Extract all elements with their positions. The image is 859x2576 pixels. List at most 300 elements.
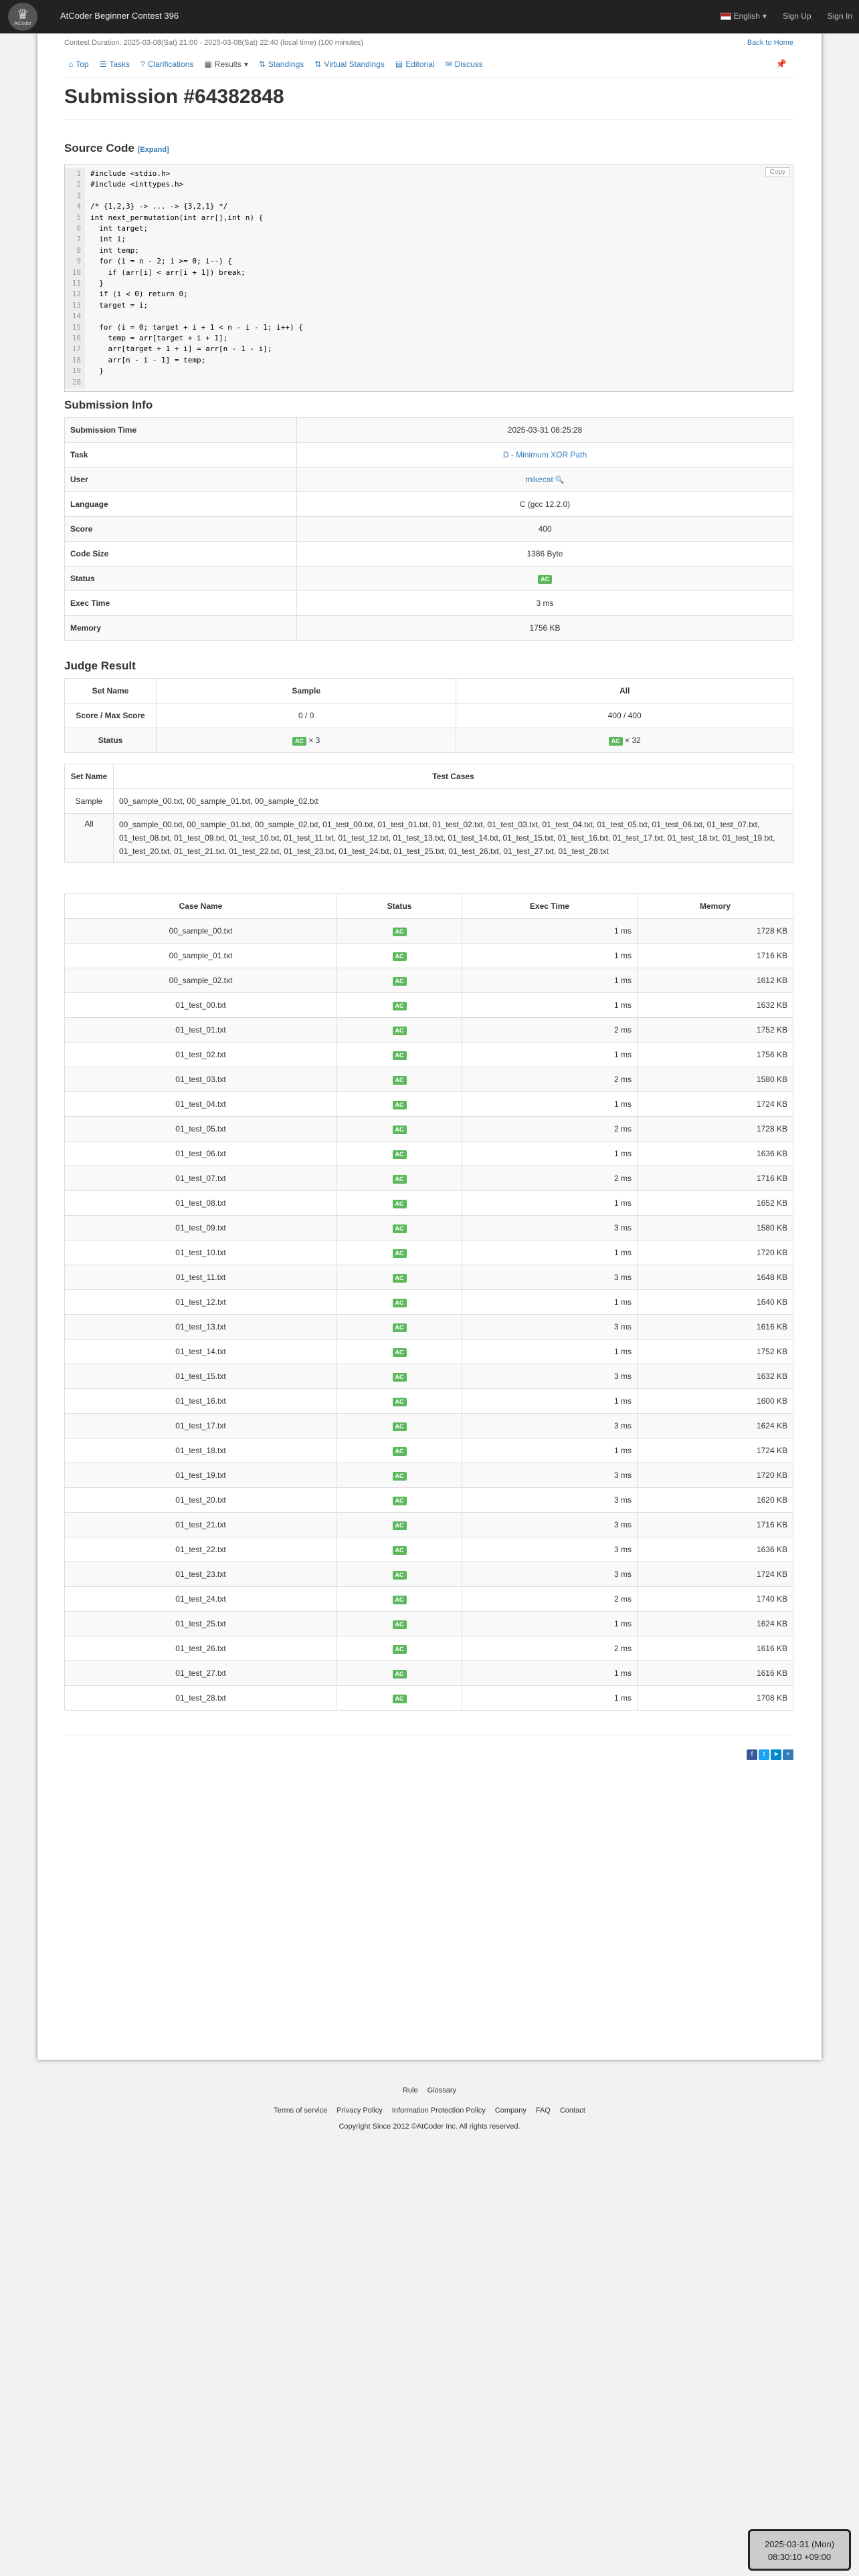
tab-virtual-standings[interactable] xyxy=(310,55,389,74)
case-exec-time: 3 ms xyxy=(462,1414,638,1438)
case-status xyxy=(337,1241,462,1265)
line-number: 9 xyxy=(76,257,81,266)
ac-badge: AC xyxy=(393,1497,407,1505)
line-number: 4 xyxy=(76,202,81,211)
line-number: 6 xyxy=(76,224,81,233)
code-line xyxy=(65,301,787,311)
ac-badge: AC xyxy=(393,1447,407,1456)
code-block[interactable] xyxy=(64,165,793,392)
info-row xyxy=(65,492,793,517)
ac-badge: AC xyxy=(609,737,623,746)
info-key: Exec Time xyxy=(65,591,297,616)
info-key: Language xyxy=(65,492,297,517)
expand-link[interactable]: [Expand] xyxy=(137,146,169,154)
footer-link-faq[interactable]: FAQ xyxy=(535,2107,551,2115)
table-row xyxy=(65,993,793,1018)
info-value xyxy=(297,492,793,517)
code-line xyxy=(65,344,787,354)
ac-badge: AC xyxy=(393,928,407,936)
tab-clarifications[interactable] xyxy=(136,55,197,74)
info-value xyxy=(297,418,793,443)
ac-badge: AC xyxy=(292,737,306,746)
case-name: 01_test_17.txt xyxy=(65,1414,337,1438)
atcoder-logo[interactable] xyxy=(8,3,37,31)
table-row xyxy=(65,1364,793,1389)
info-value xyxy=(297,566,793,591)
table-icon: ▦ xyxy=(204,60,212,69)
case-status xyxy=(337,1612,462,1636)
contest-name[interactable]: AtCoder Beginner Contest 396 xyxy=(60,11,179,21)
code-text: if (i < 0) return 0; xyxy=(90,290,188,299)
col-sample: Sample xyxy=(157,679,456,704)
case-exec-time: 1 ms xyxy=(462,1438,638,1463)
main-container xyxy=(37,33,822,2060)
pin-icon[interactable]: 📌 xyxy=(775,59,787,69)
info-key: User xyxy=(65,467,297,492)
twitter-icon[interactable]: t xyxy=(759,1749,769,1760)
case-status xyxy=(337,1389,462,1414)
case-status xyxy=(337,1438,462,1463)
footer xyxy=(0,2086,859,2131)
ac-badge: AC xyxy=(393,1546,407,1555)
table-row xyxy=(65,1241,793,1265)
navbar xyxy=(0,0,859,33)
code-line xyxy=(65,235,787,245)
info-key: Score xyxy=(65,517,297,542)
tab-label: Top xyxy=(76,60,89,69)
case-memory: 1728 KB xyxy=(638,919,793,944)
code-text: #include <inttypes.h> xyxy=(90,180,184,189)
code-line xyxy=(65,334,787,344)
case-name: 01_test_07.txt xyxy=(65,1166,337,1191)
case-memory: 1648 KB xyxy=(638,1265,793,1290)
col-set-name: Set Name xyxy=(65,679,157,704)
info-value-text: C (gcc 12.2.0) xyxy=(519,500,571,509)
table-row xyxy=(65,1315,793,1339)
case-memory: 1716 KB xyxy=(638,1166,793,1191)
info-row xyxy=(65,467,793,492)
ac-badge: AC xyxy=(393,1299,407,1307)
case-name: 01_test_20.txt xyxy=(65,1488,337,1513)
ac-badge: AC xyxy=(393,1274,407,1283)
tab-label: Clarifications xyxy=(147,60,194,69)
comment-icon: ✉ xyxy=(445,60,452,69)
case-memory: 1724 KB xyxy=(638,1562,793,1587)
case-name: 01_test_18.txt xyxy=(65,1438,337,1463)
code-line xyxy=(65,224,787,234)
line-number: 13 xyxy=(72,300,81,310)
code-text: int temp; xyxy=(90,245,139,255)
case-exec-time: 1 ms xyxy=(462,1661,638,1686)
case-memory: 1632 KB xyxy=(638,993,793,1018)
code-line xyxy=(65,202,787,212)
case-name: 01_test_09.txt xyxy=(65,1216,337,1241)
footer-link-privacy[interactable]: Privacy Policy xyxy=(337,2107,383,2115)
flag-icon xyxy=(721,13,731,20)
case-exec-time: 2 ms xyxy=(462,1117,638,1142)
case-exec-time: 1 ms xyxy=(462,919,638,944)
info-value-text: 3 ms xyxy=(536,599,554,608)
case-name: 01_test_06.txt xyxy=(65,1142,337,1166)
task-link[interactable]: D - Minimum XOR Path xyxy=(502,450,587,459)
case-name: 01_test_08.txt xyxy=(65,1191,337,1216)
sample-cases: 00_sample_00.txt, 00_sample_01.txt, 00_sample_02.txt xyxy=(114,789,793,814)
case-exec-time: 1 ms xyxy=(462,1191,638,1216)
line-number: 17 xyxy=(72,344,81,354)
case-memory: 1636 KB xyxy=(638,1142,793,1166)
case-exec-time: 1 ms xyxy=(462,993,638,1018)
case-memory: 1580 KB xyxy=(638,1216,793,1241)
table-row xyxy=(65,1537,793,1562)
case-memory: 1728 KB xyxy=(638,1117,793,1142)
sort-icon: ⇅ xyxy=(258,60,266,69)
case-status xyxy=(337,993,462,1018)
case-name: 01_test_22.txt xyxy=(65,1537,337,1562)
info-row xyxy=(65,443,793,467)
logo-text: AtCoder xyxy=(14,21,31,26)
case-status xyxy=(337,1636,462,1661)
code-text: } xyxy=(90,366,104,376)
share-plus-icon[interactable]: + xyxy=(783,1749,793,1760)
case-exec-time: 1 ms xyxy=(462,1092,638,1117)
ac-badge: AC xyxy=(393,1645,407,1654)
case-status xyxy=(337,1587,462,1612)
ac-badge: AC xyxy=(393,977,407,986)
line-number: 8 xyxy=(76,245,81,255)
case-exec-time: 1 ms xyxy=(462,944,638,968)
footer-link-glossary[interactable]: Glossary xyxy=(427,2086,457,2095)
ac-badge: AC xyxy=(393,1521,407,1530)
table-row xyxy=(65,1265,793,1290)
case-status xyxy=(337,1043,462,1067)
tab-discuss[interactable] xyxy=(442,55,487,74)
ac-badge: AC xyxy=(393,1472,407,1481)
ac-badge: AC xyxy=(393,1200,407,1208)
case-status xyxy=(337,1513,462,1537)
info-value xyxy=(297,542,793,566)
line-number: 2 xyxy=(76,180,81,189)
book-icon: ▤ xyxy=(395,60,403,69)
tab-label: Editorial xyxy=(405,60,435,69)
crest-icon: ♛ xyxy=(17,7,29,22)
code-text: arr[n - i - 1] = temp; xyxy=(90,355,206,364)
ac-badge: AC xyxy=(393,1571,407,1580)
case-name: 01_test_24.txt xyxy=(65,1587,337,1612)
set-name-all: All xyxy=(65,814,114,863)
table-row xyxy=(65,1488,793,1513)
facebook-icon[interactable]: f xyxy=(747,1749,757,1760)
code-line xyxy=(65,268,787,278)
info-value xyxy=(297,443,793,467)
table-row xyxy=(65,1339,793,1364)
tab-standings[interactable] xyxy=(255,55,308,74)
telegram-icon[interactable]: ➤ xyxy=(771,1749,781,1760)
case-memory: 1720 KB xyxy=(638,1241,793,1265)
info-value-text: 1386 Byte xyxy=(527,549,563,558)
code-text: int target; xyxy=(90,224,149,233)
line-number: 11 xyxy=(72,279,81,288)
set-name-sample: Sample xyxy=(65,789,114,814)
ac-badge: AC xyxy=(393,1175,407,1184)
question-icon: ? xyxy=(140,60,145,69)
judge-result-table xyxy=(64,678,793,753)
code-text: #include <stdio.h> xyxy=(90,169,171,178)
code-line xyxy=(65,378,787,388)
info-key: Memory xyxy=(65,616,297,641)
list-icon: ☰ xyxy=(99,60,107,69)
code-text: temp = arr[target + i + 1]; xyxy=(90,334,228,342)
case-name: 01_test_02.txt xyxy=(65,1043,337,1067)
table-row xyxy=(65,1438,793,1463)
table-row xyxy=(65,1562,793,1587)
table-row xyxy=(65,1661,793,1686)
code-line xyxy=(65,366,787,377)
tab-results[interactable] xyxy=(200,55,252,74)
case-status xyxy=(337,1364,462,1389)
info-row xyxy=(65,542,793,566)
back-to-home-link[interactable]: Back to Home xyxy=(747,39,793,47)
ac-badge: AC xyxy=(393,1373,407,1382)
info-value-text: 1756 KB xyxy=(529,623,561,633)
col-exec-time: Exec Time xyxy=(462,894,638,919)
score-label: Score / Max Score xyxy=(65,704,157,728)
info-row xyxy=(65,616,793,641)
info-key: Code Size xyxy=(65,542,297,566)
table-row xyxy=(65,1290,793,1315)
ac-badge: AC xyxy=(393,1101,407,1109)
case-status xyxy=(337,1142,462,1166)
case-name: 01_test_27.txt xyxy=(65,1661,337,1686)
contest-tabs xyxy=(64,55,793,75)
info-value-text: 2025-03-31 08:25:28 xyxy=(507,425,583,435)
home-icon: ⌂ xyxy=(68,60,74,69)
ac-badge: AC xyxy=(393,1051,407,1060)
submission-info-heading: Submission Info xyxy=(64,399,153,411)
case-status xyxy=(337,1265,462,1290)
score-sample: 0 / 0 xyxy=(157,704,456,728)
page-title: Submission #64382848 xyxy=(64,86,284,108)
case-status xyxy=(337,1018,462,1043)
test-cases-table xyxy=(64,893,793,1711)
case-status xyxy=(337,1092,462,1117)
caret-down-icon: ▾ xyxy=(244,60,248,69)
tab-label: Standings xyxy=(268,60,304,69)
case-exec-time: 1 ms xyxy=(462,1290,638,1315)
case-memory: 1752 KB xyxy=(638,1339,793,1364)
case-name: 01_test_15.txt xyxy=(65,1364,337,1389)
divider xyxy=(64,119,793,120)
case-exec-time: 2 ms xyxy=(462,1587,638,1612)
col-all: All xyxy=(456,679,793,704)
case-memory: 1652 KB xyxy=(638,1191,793,1216)
line-number: 1 xyxy=(76,169,81,178)
status-label: Status xyxy=(65,728,157,753)
ac-badge: AC xyxy=(393,1125,407,1134)
case-status xyxy=(337,1562,462,1587)
case-memory: 1616 KB xyxy=(638,1315,793,1339)
ac-badge: AC xyxy=(393,1002,407,1010)
case-name: 01_test_10.txt xyxy=(65,1241,337,1265)
table-row xyxy=(65,1513,793,1537)
code-text: int i; xyxy=(90,235,126,244)
case-exec-time: 3 ms xyxy=(462,1488,638,1513)
footer-link-info-protection[interactable]: Information Protection Policy xyxy=(391,2107,486,2115)
tab-editorial[interactable] xyxy=(391,55,439,74)
info-value xyxy=(297,616,793,641)
case-name: 01_test_19.txt xyxy=(65,1463,337,1488)
case-exec-time: 1 ms xyxy=(462,1241,638,1265)
sign-up-link[interactable]: Sign Up xyxy=(782,11,812,21)
case-status xyxy=(337,919,462,944)
info-row xyxy=(65,418,793,443)
all-cases: 00_sample_00.txt, 00_sample_01.txt, 00_sample_02.txt, 01_test_00.txt, 01_test_01.txt, 01_test_02.txt, 01_test_03.txt, 01_test_04.txt, 01_test_05.txt, 01_test_06.txt, 01_test_07.txt, 01_test_08.txt, 01_test_09.txt, 01_test_10.txt, 01_test_11.txt, 01_test_12.txt, 01_test_13.txt, 01_test_14.txt, 01_test_15.txt, 01_test_16.txt, 01_test_17.txt, 01_test_18.txt, 01_test_19.txt, 01_test_20.txt, 01_test_21.txt, 01_test_22.txt, 01_test_23.txt, 01_test_24.txt, 01_test_25.txt, 01_test_26.txt, 01_test_27.txt, 01_test_28.txt xyxy=(114,814,793,863)
clock-date: 2025-03-31 (Mon) xyxy=(764,2539,835,2549)
ac-badge: AC xyxy=(393,1249,407,1258)
info-row xyxy=(65,517,793,542)
case-status xyxy=(337,968,462,993)
case-memory: 1724 KB xyxy=(638,1092,793,1117)
footer-link-contact[interactable]: Contact xyxy=(559,2107,585,2115)
case-status xyxy=(337,1488,462,1513)
case-memory: 1720 KB xyxy=(638,1463,793,1488)
col-set-name: Set Name xyxy=(65,764,114,789)
line-number: 19 xyxy=(72,366,81,376)
case-memory: 1708 KB xyxy=(638,1686,793,1711)
case-status xyxy=(337,1290,462,1315)
info-value-text: 400 xyxy=(538,524,552,534)
case-name: 01_test_11.txt xyxy=(65,1265,337,1290)
case-exec-time: 3 ms xyxy=(462,1315,638,1339)
line-number: 18 xyxy=(72,355,81,364)
case-status xyxy=(337,1166,462,1191)
copy-button[interactable]: Copy xyxy=(765,167,790,177)
code-text: for (i = 0; target + i + 1 < n - i - 1; i++) { xyxy=(90,322,303,332)
case-status xyxy=(337,1117,462,1142)
ac-badge: AC xyxy=(393,1224,407,1233)
case-name: 00_sample_01.txt xyxy=(65,944,337,968)
case-exec-time: 2 ms xyxy=(462,1067,638,1092)
table-row xyxy=(65,919,793,944)
code-line xyxy=(65,312,787,322)
info-key: Status xyxy=(65,566,297,591)
case-memory: 1632 KB xyxy=(638,1364,793,1389)
tab-tasks[interactable] xyxy=(96,55,134,74)
case-name: 01_test_21.txt xyxy=(65,1513,337,1537)
search-icon[interactable]: 🔍 xyxy=(553,476,565,484)
table-row xyxy=(65,1191,793,1216)
ac-badge: AC xyxy=(393,1398,407,1406)
case-name: 00_sample_00.txt xyxy=(65,919,337,944)
case-status xyxy=(337,1661,462,1686)
info-row xyxy=(65,566,793,591)
case-status xyxy=(337,1686,462,1711)
case-name: 00_sample_02.txt xyxy=(65,968,337,993)
case-exec-time: 1 ms xyxy=(462,1389,638,1414)
code-text: } xyxy=(90,279,104,288)
case-memory: 1752 KB xyxy=(638,1018,793,1043)
case-name: 01_test_14.txt xyxy=(65,1339,337,1364)
case-exec-time: 1 ms xyxy=(462,1686,638,1711)
case-memory: 1580 KB xyxy=(638,1067,793,1092)
case-status xyxy=(337,1537,462,1562)
footer-link-rule[interactable]: Rule xyxy=(402,2086,418,2095)
case-exec-time: 2 ms xyxy=(462,1166,638,1191)
source-code-heading xyxy=(64,142,169,155)
status-sample xyxy=(157,728,456,753)
case-status xyxy=(337,1463,462,1488)
share-buttons xyxy=(747,1749,793,1760)
case-status xyxy=(337,944,462,968)
code-text: if (arr[i] < arr[i + 1]) break; xyxy=(90,267,246,277)
case-memory: 1740 KB xyxy=(638,1587,793,1612)
case-exec-time: 1 ms xyxy=(462,1142,638,1166)
case-status xyxy=(337,1216,462,1241)
case-name: 01_test_13.txt xyxy=(65,1315,337,1339)
language-dropdown[interactable] xyxy=(721,11,767,21)
code-text: /* {1,2,3} -> ... -> {3,2,1} */ xyxy=(90,202,228,211)
case-status xyxy=(337,1067,462,1092)
ac-badge: AC xyxy=(393,1348,407,1357)
case-name: 01_test_05.txt xyxy=(65,1117,337,1142)
col-test-cases: Test Cases xyxy=(114,764,793,789)
case-name: 01_test_23.txt xyxy=(65,1562,337,1587)
tab-label: Discuss xyxy=(454,60,483,69)
line-number: 14 xyxy=(72,312,81,321)
line-number: 20 xyxy=(72,377,81,387)
score-all: 400 / 400 xyxy=(456,704,793,728)
ac-badge: AC xyxy=(393,1670,407,1679)
clock-time: 08:30:10 +09:00 xyxy=(767,2552,832,2562)
ac-badge: AC xyxy=(538,575,552,584)
submission-info-table xyxy=(64,417,793,641)
case-exec-time: 3 ms xyxy=(462,1364,638,1389)
case-exec-time: 2 ms xyxy=(462,1018,638,1043)
case-memory: 1624 KB xyxy=(638,1612,793,1636)
code-line xyxy=(65,169,787,179)
case-name: 01_test_16.txt xyxy=(65,1389,337,1414)
footer-link-company[interactable]: Company xyxy=(494,2107,527,2115)
code-line xyxy=(65,213,787,223)
line-number: 10 xyxy=(72,267,81,277)
copyright: Copyright Since 2012 ©AtCoder Inc. All rights reserved. xyxy=(339,2123,520,2131)
ac-count: × 3 xyxy=(308,735,320,745)
code-line xyxy=(65,191,787,201)
case-status xyxy=(337,1414,462,1438)
table-row xyxy=(65,1463,793,1488)
tab-label: Virtual Standings xyxy=(324,60,385,69)
code-line xyxy=(65,257,787,267)
line-number: 7 xyxy=(76,235,81,244)
ac-count: × 32 xyxy=(624,735,641,745)
case-status xyxy=(337,1191,462,1216)
case-exec-time: 1 ms xyxy=(462,968,638,993)
table-row xyxy=(65,1414,793,1438)
case-exec-time: 3 ms xyxy=(462,1463,638,1488)
case-memory: 1624 KB xyxy=(638,1414,793,1438)
table-row xyxy=(65,1117,793,1142)
caret-down-icon: ▾ xyxy=(762,11,767,21)
table-row xyxy=(65,1142,793,1166)
tab-top[interactable] xyxy=(64,55,93,74)
ac-badge: AC xyxy=(393,1076,407,1085)
footer-link-terms[interactable]: Terms of service xyxy=(274,2107,328,2115)
case-exec-time: 3 ms xyxy=(462,1265,638,1290)
table-row xyxy=(65,1216,793,1241)
sign-in-link[interactable]: Sign In xyxy=(827,11,852,21)
info-key: Task xyxy=(65,443,297,467)
table-row xyxy=(65,1612,793,1636)
user-link[interactable]: mikecat xyxy=(525,475,553,484)
